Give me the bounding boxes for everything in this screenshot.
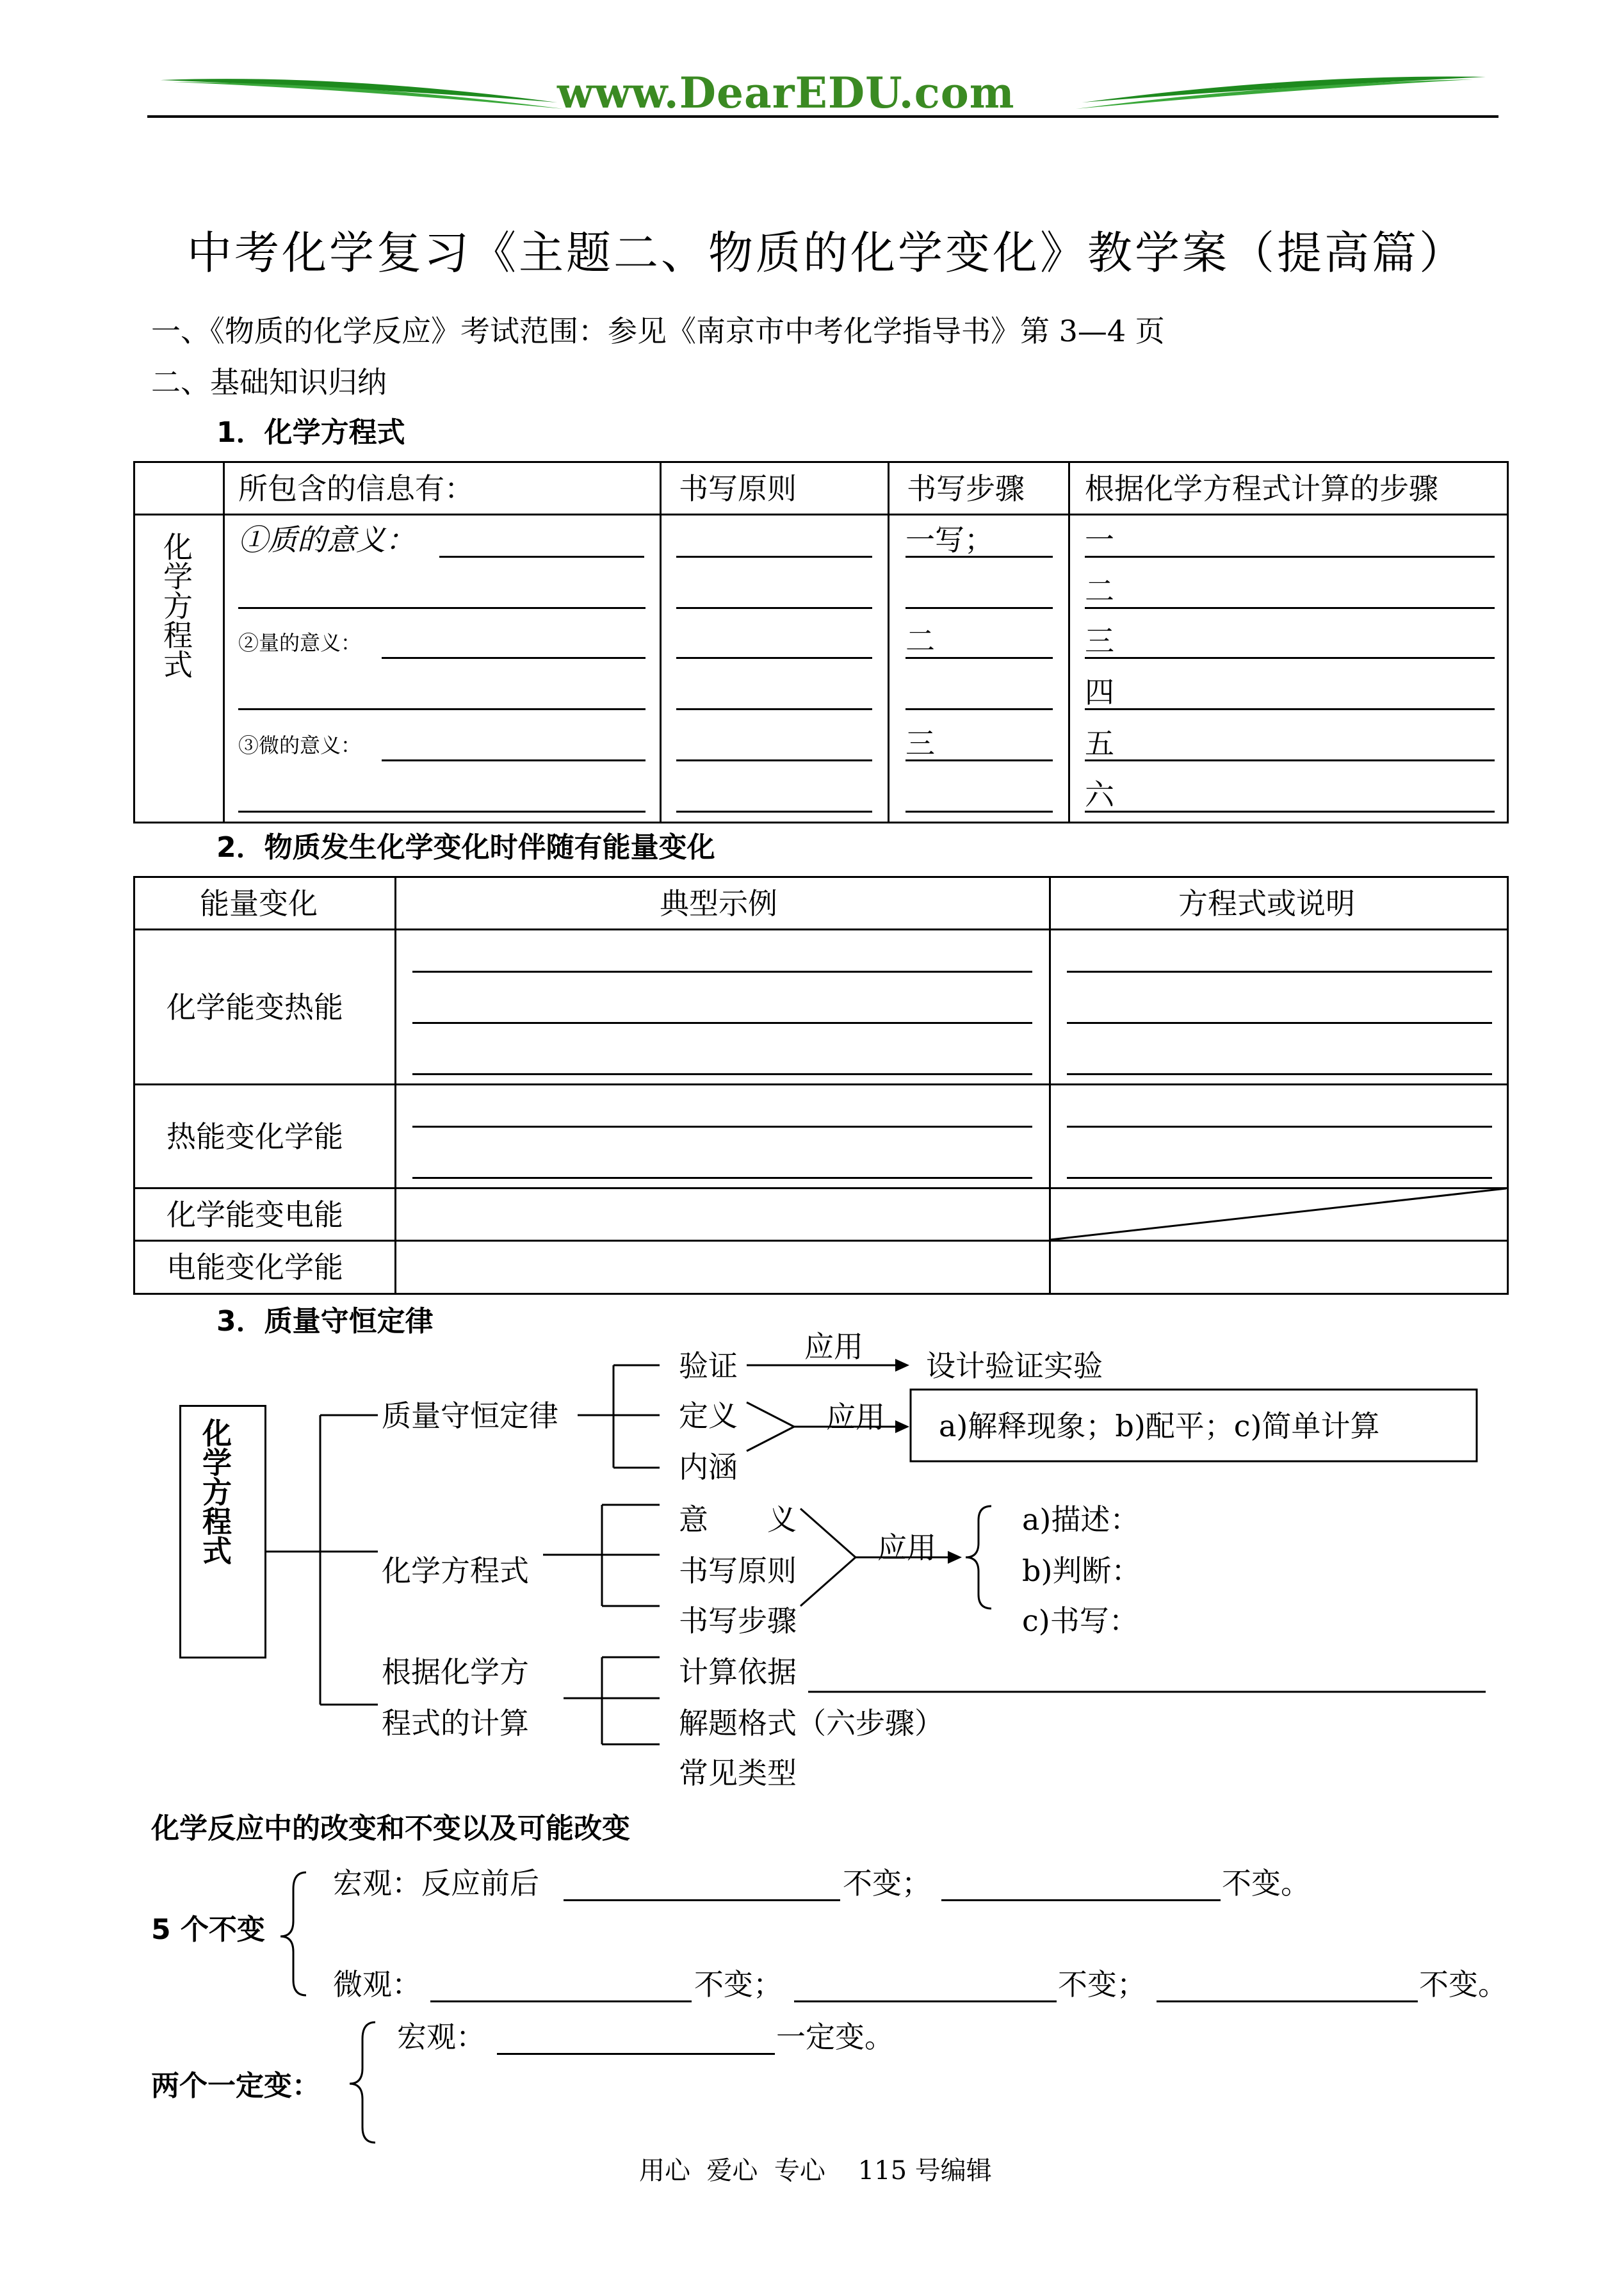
five-unchanged-label: 5 个不变 [151,1913,265,1946]
step-2: 二 [905,624,935,658]
two-macro: 宏观： [397,2020,485,2054]
energy-table [133,876,1509,1295]
header-rule [147,115,1498,118]
apply-label-1: 应用 [804,1329,863,1364]
info-quantity: ②量的意义： [238,631,362,655]
conservation-diagram [0,1329,1624,1819]
diagram-lines [0,1329,1624,1819]
branch3-basis: 计算依据 [679,1655,797,1689]
result-box-text: a)解释现象；b)配平；c)简单计算 [939,1409,1380,1443]
two-changed-block [0,2011,1624,2152]
step-1: 一写； [905,523,994,557]
header-calc-steps: 根据化学方程式计算的步骤 [1085,471,1438,506]
branch2-meaning: 意 义 [679,1502,797,1537]
branch1-verify: 验证 [679,1349,738,1383]
energy-row-chem-elec: 化学能变电能 [166,1197,343,1232]
header-info: 所包含的信息有： [238,471,474,506]
intro-line-2: 二、基础知识归纳 [151,365,387,400]
two-changed-label: 两个一定变： [151,2070,320,2102]
root-label: 化学方程式 [198,1418,232,1565]
header-steps: 书写步骤 [907,471,1025,506]
calc-step-2: 二 [1085,574,1114,608]
branch2-principle: 书写原则 [679,1553,797,1588]
micro-unchanged-1: 不变； [694,1967,783,2002]
row-label-equation: 化学方程式 [159,531,193,679]
micro-prefix: 微观： [333,1967,421,2002]
macro-prefix: 宏观：反应前后 [333,1866,539,1901]
equation-table [133,461,1509,823]
apply-label-3: 应用 [877,1530,936,1565]
section4-heading: 化学反应中的改变和不变以及可能改变 [151,1812,630,1845]
page-footer: 用心 爱心 专心 115 号编辑 [639,2156,992,2186]
branch2-write: c)书写： [1022,1603,1139,1638]
branch2-describe: a)描述： [1022,1502,1140,1537]
section1-heading: 1．化学方程式 [216,416,405,449]
section2-heading: 2．物质发生化学变化时伴随有能量变化 [216,831,715,864]
apply-label-2: 应用 [826,1400,885,1434]
branch1-label: 质量守恒定律 [382,1399,558,1433]
energy-header-example: 典型示例 [660,886,777,921]
branch3-format: 解题格式（六步骤） [679,1706,944,1740]
calc-step-1: 一 [1085,523,1114,557]
diagonal-slash [1049,1187,1507,1241]
step-3: 三 [905,726,935,761]
branch3-label-1: 根据化学方 [382,1655,529,1689]
energy-header-equation: 方程式或说明 [1178,886,1355,921]
branch1-definition: 定义 [679,1399,738,1433]
branch2-judge: b)判断： [1022,1553,1141,1588]
branch2-label: 化学方程式 [382,1553,529,1588]
info-quality: ①质的意义： [238,523,415,557]
intro-line-1: 一、《物质的化学反应》考试范围：参见《南京市中考化学指导书》第 3—4 页 [151,314,1165,348]
branch3-label-2: 程式的计算 [382,1706,529,1740]
micro-unchanged-3: 不变。 [1419,1967,1507,2002]
energy-row-elec-chem: 电能变化学能 [166,1250,343,1285]
branch3-types: 常见类型 [679,1756,797,1790]
must-change: 一定变。 [776,2020,894,2054]
branch1-intension: 内涵 [679,1450,738,1484]
header-principle: 书写原则 [679,471,797,506]
page-title: 中考化学复习《主题二、物质的化学变化》教学案（提高篇） [187,227,1466,279]
micro-unchanged-2: 不变； [1058,1967,1146,2002]
five-unchanged-block [0,1844,1624,2011]
calc-step-3: 三 [1085,624,1114,658]
section3-heading: 3．质量守恒定律 [216,1305,434,1338]
brace-icon [277,1870,315,1998]
calc-step-4: 四 [1085,675,1114,710]
macro-unchanged-1: 不变； [843,1866,931,1901]
info-micro: ③微的意义： [238,733,362,758]
design-experiment: 设计验证实验 [926,1349,1103,1383]
calc-step-5: 五 [1085,726,1114,761]
calc-step-6: 六 [1085,777,1114,812]
energy-header-change: 能量变化 [200,886,318,921]
branch2-steps: 书写步骤 [679,1603,797,1638]
site-logo: www.DearEDU.com [557,68,1015,118]
energy-row-chem-heat: 化学能变热能 [166,990,343,1025]
header-banner [147,64,1498,122]
energy-row-heat-chem: 热能变化学能 [166,1119,343,1154]
macro-unchanged-2: 不变。 [1222,1866,1310,1901]
brace-icon [346,2020,384,2145]
